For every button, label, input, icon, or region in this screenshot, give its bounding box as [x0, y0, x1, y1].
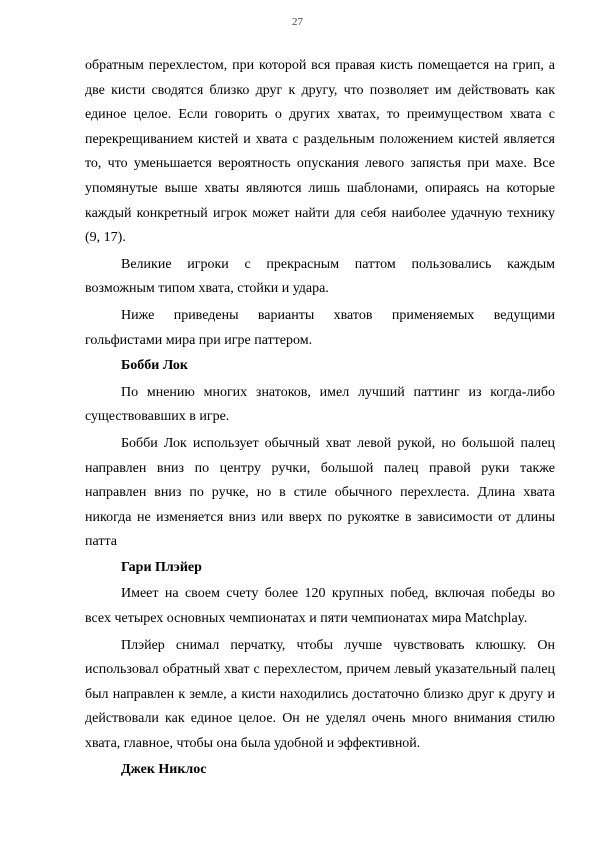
section-heading-jack-nicklaus: Джек Никлос	[121, 761, 207, 777]
paragraph-locke-reputation: По мнению многих знатоков, имел лучший паттинг из когда-либо существовавших в игре.	[85, 384, 555, 425]
paragraph-grip-variants-intro: Ниже приведены варианты хватов применяемых ведущими гольфистами мира при игре паттером.	[85, 307, 555, 348]
section-heading-bobby-locke: Бобби Лок	[121, 358, 188, 374]
paragraph-player-wins: Имеет на своем счету более 120 крупных побед, включая победы во всех четырех основных чемпионатах и пяти чемпионатах мира Matchplay.	[85, 586, 555, 627]
paragraph-player-grip: Плэйер снимал перчатку, чтобы лучше чувствовать клюшку. Он использовал обратный хват с перехлестом, причем левый указательный палец был направлен к земле, а кисти находились достаточно близко друг к другу и действовали как единое целое. Он не уделял очень много внимания стилю хвата, главное, чтобы она была удобной и эффективной.	[85, 637, 555, 752]
paragraph-great-putters: Великие игроки с прекрасным паттом пользовались каждым возможным типом хвата, стойки и удара.	[85, 256, 555, 297]
paragraph-grip-overview: обратным перехлестом, при которой вся правая кисть помещается на грип, а две кисти сводятся близко друг к другу, что позволяет им действовать как единое целое. Если говорить о других хватах, то преимуществом хвата с перекрещиванием кистей и хвата с раздельным положением кистей является то, что уменьшается вероятность опускания левого запястья при махе. Все упомянутые выше хваты являются лишь шаблонами, опираясь на которые каждый конкретный игрок может найти для себя наиболее удачную технику (9, 17).	[85, 58, 555, 246]
paragraph-locke-grip: Бобби Лок использует обычный хват левой рукой, но большой палец направлен вниз по центру ручки, большой палец правой руки также направлен вниз по ручке, но в стиле обычного перехлеста. Длина хвата никогда не изменяется вниз или вверх по рукоятке в зависимости от длины патта	[85, 435, 555, 550]
section-heading-gary-player: Гари Плэйер	[121, 559, 202, 575]
page-body	[85, 54, 555, 783]
page-number: 27	[292, 16, 303, 28]
